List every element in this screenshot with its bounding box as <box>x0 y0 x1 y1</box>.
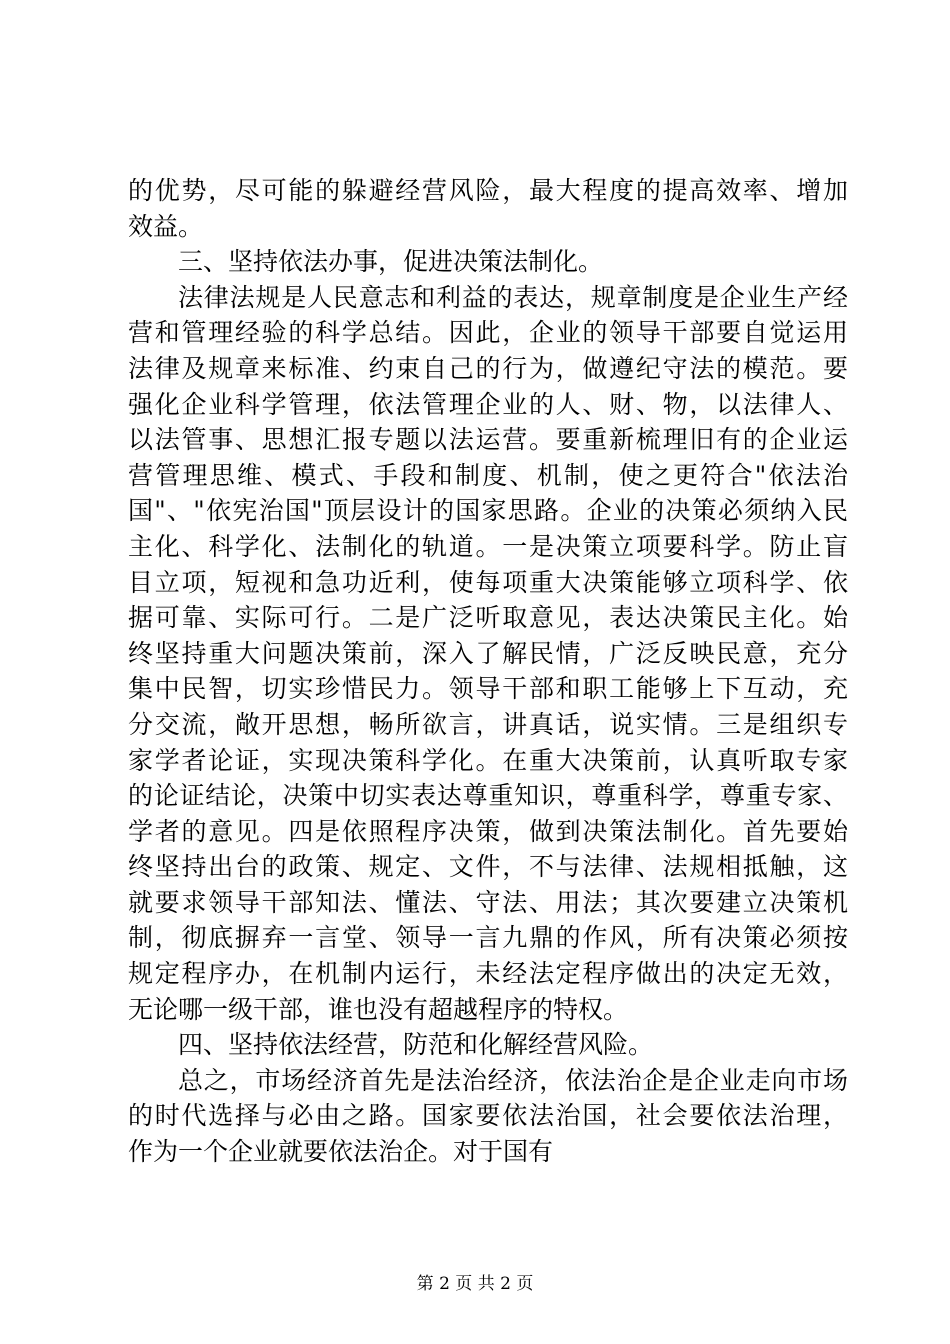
text-line: 法律法规是人民意志和利益的表达，规章制度是企业生产经 <box>178 282 848 312</box>
text-line: 就要求领导干部知法、懂法、守法、用法；其次要建立决策机 <box>128 887 848 917</box>
text-line: 强化企业科学管理，依法管理企业的人、财、物，以法律人、 <box>128 389 848 419</box>
text-line: 营管理思维、模式、手段和制度、机制，使之更符合"依法治 <box>128 460 848 490</box>
text-line: 法律及规章来标准、约束自己的行为，做遵纪守法的模范。要 <box>128 353 848 383</box>
text-line: 国"、"依宪治国"顶层设计的国家思路。企业的决策必须纳入民 <box>128 496 848 526</box>
text-line: 据可靠、实际可行。二是广泛听取意见，表达决策民主化。始 <box>128 603 848 633</box>
text-line: 终坚持出台的政策、规定、文件，不与法律、法规相抵触，这 <box>128 852 848 882</box>
text-line: 营和管理经验的科学总结。因此，企业的领导干部要自觉运用 <box>128 318 848 348</box>
text-line: 目立项，短视和急功近利，使每项重大决策能够立项科学、依 <box>128 567 848 597</box>
text-line: 以法管事、思想汇报专题以法运营。要重新梳理旧有的企业运 <box>128 425 848 455</box>
text-line: 家学者论证，实现决策科学化。在重大决策前，认真听取专家 <box>128 745 848 775</box>
text-line: 集中民智，切实珍惜民力。领导干部和职工能够上下互动，充 <box>128 674 848 704</box>
text-line: 的论证结论，决策中切实表达尊重知识，尊重科学，尊重专家、 <box>128 781 848 811</box>
text-line: 的时代选择与必由之路。国家要依法治国，社会要依法治理， <box>128 1101 848 1131</box>
text-line: 规定程序办，在机制内运行，未经法定程序做出的决定无效， <box>128 959 848 989</box>
text-line: 作为一个企业就要依法治企。对于国有 <box>128 1137 554 1167</box>
text-line: 总之，市场经济首先是法治经济，依法治企是企业走向市场 <box>178 1065 848 1095</box>
text-line: 学者的意见。四是依照程序决策，做到决策法制化。首先要始 <box>128 816 848 846</box>
text-line: 四、坚持依法经营，防范和化解经营风险。 <box>178 1030 654 1060</box>
text-line: 制，彻底摒弃一言堂、领导一言九鼎的作风，所有决策必须按 <box>128 923 848 953</box>
text-line: 分交流，敞开思想，畅所欲言，讲真话，说实情。三是组织专 <box>128 709 848 739</box>
text-line: 无论哪一级干部，谁也没有超越程序的特权。 <box>128 994 629 1024</box>
page-footer: 第 2 页 共 2 页 <box>416 1274 534 1294</box>
text-line: 的优势，尽可能的躲避经营风险，最大程度的提高效率、增加 <box>128 176 848 205</box>
text-line: 三、坚持依法办事，促进决策法制化。 <box>178 247 604 277</box>
text-line: 主化、科学化、法制化的轨道。一是决策立项要科学。防止盲 <box>128 531 848 561</box>
text-line: 终坚持重大问题决策前，深入了解民情，广泛反映民意，充分 <box>128 638 848 668</box>
body-text <box>128 173 848 1170</box>
text-line: 效益。 <box>128 211 204 241</box>
